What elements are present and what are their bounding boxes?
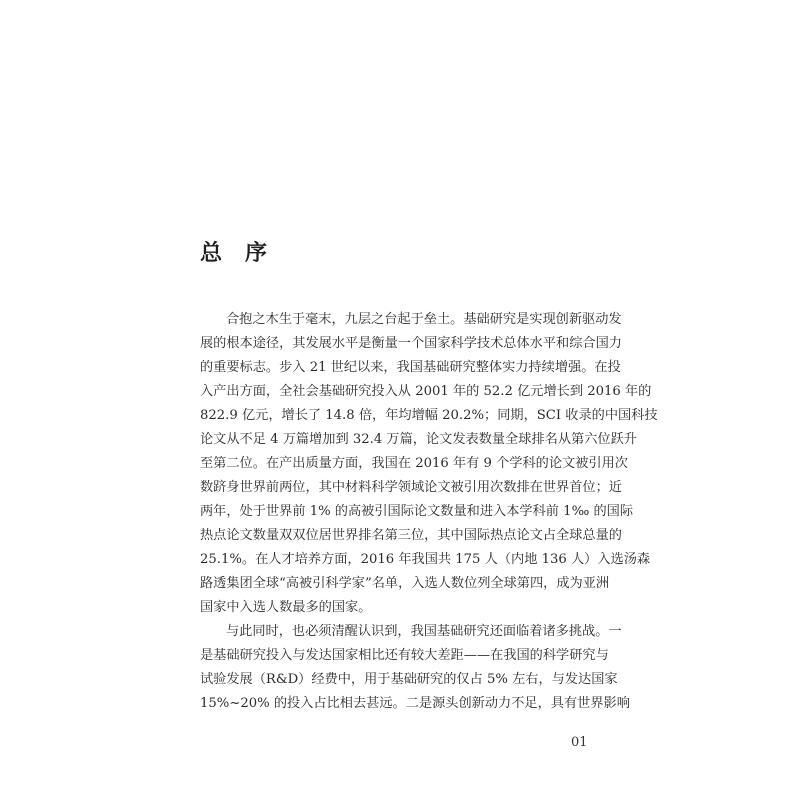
text-line: 路透集团全球“高被引科学家”名单，入选人数位列全球第四，成为亚洲: [200, 576, 610, 591]
paragraph-1: [200, 308, 658, 620]
text-line: 数跻身世界前两位，其中材料科学领域论文被引用次数排在世界首位；近: [200, 480, 622, 495]
text-line: 15%~20% 的投入占比相去甚远。二是源头创新动力不足，具有世界影响: [200, 696, 630, 711]
page-number: 01: [571, 735, 588, 750]
body-text: [200, 308, 658, 716]
text-line: 热点论文数量双双位居世界排名第三位，其中国际热点论文占全球总量的: [200, 528, 622, 543]
text-line: 入产出方面，全社会基础研究投入从 2001 年的 52.2 亿元增长到 2016 年的: [200, 384, 652, 399]
text-line: 试验发展（R&D）经费中，用于基础研究的仅占 5% 左右，与发达国家: [200, 672, 618, 687]
text-line: 与此同时，也必须清醒认识到，我国基础研究还面临着诸多挑战。一: [226, 624, 622, 639]
text-line: 两年，处于世界前 1% 的高被引国际论文数量和进入本学科前 1‰ 的国际: [200, 504, 634, 519]
text-line: 至第二位。在产出质量方面，我国在 2016 年有 9 个学科的论文被引用次: [200, 456, 628, 471]
text-line: 是基础研究投入与发达国家相比还有较大差距——在我国的科学研究与: [200, 648, 609, 663]
text-line: 展的根本途径，其发展水平是衡量一个国家科学技术总体水平和综合国力: [200, 336, 622, 351]
text-line: 论文从不足 4 万篇增加到 32.4 万篇，论文发表数量全球排名从第六位跃升: [200, 432, 637, 447]
text-line: 合抱之木生于毫末，九层之台起于垒土。基础研究是实现创新驱动发: [226, 312, 622, 327]
text-line: 25.1%。在人才培养方面，2016 年我国共 175 人（内地 136 人）入选汤森: [200, 552, 651, 567]
text-line: 的重要标志。步入 21 世纪以来，我国基础研究整体实力持续增强。在投: [200, 360, 621, 375]
section-heading: 总 序: [200, 241, 268, 266]
text-line: 国家中入选人数最多的国家。: [200, 600, 372, 615]
paragraph-2: [200, 620, 630, 716]
text-line: 822.9 亿元，增长了 14.8 倍，年均增幅 20.2%；同期，SCI 收录的中国科技: [200, 408, 658, 423]
